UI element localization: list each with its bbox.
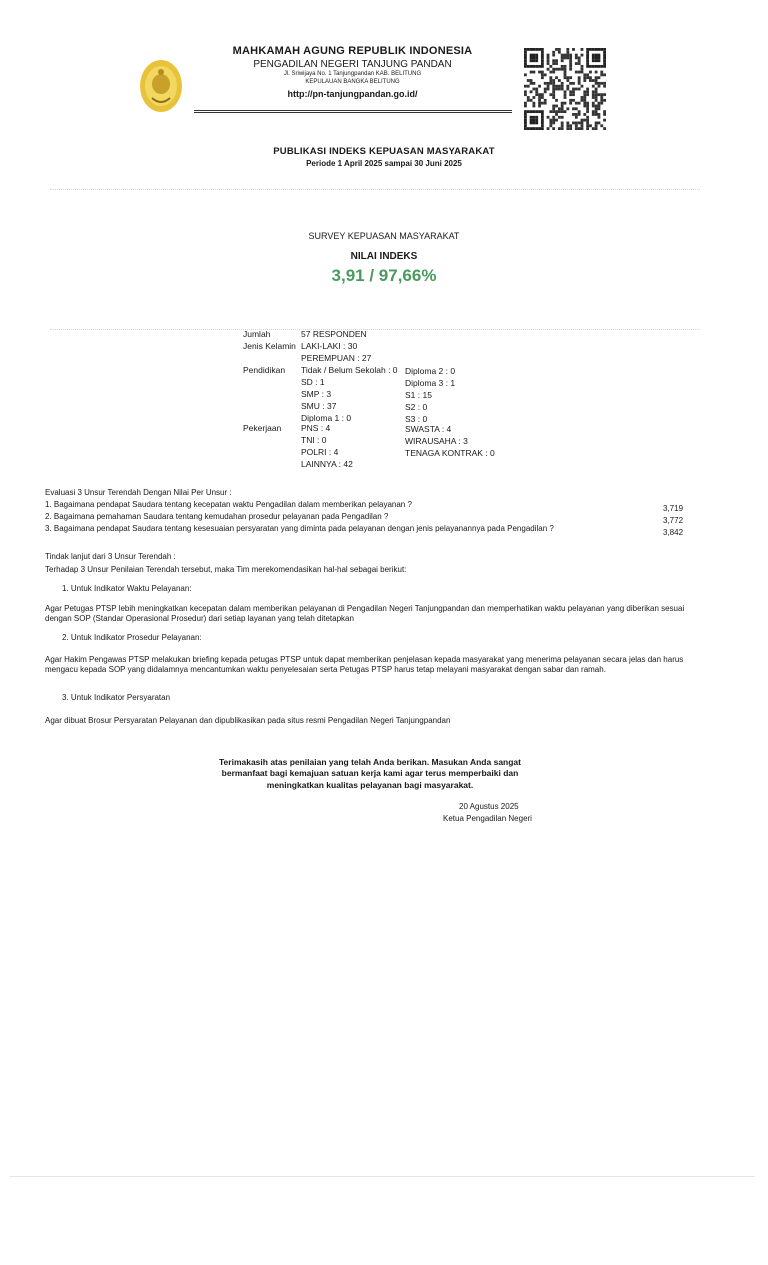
evaluation-score: 3,719 xyxy=(663,504,684,513)
education-item: Diploma 1 : 0 xyxy=(301,413,352,423)
followup-section-title: 2. Untuk Indikator Prosedur Pelayanan: xyxy=(62,633,202,642)
followup-heading: Tindak lanjut dari 3 Unsur Terendah : xyxy=(45,552,176,561)
evaluation-score: 3,772 xyxy=(663,516,684,525)
followup-section-title: 1. Untuk Indikator Waktu Pelayanan: xyxy=(62,584,192,593)
education-item: S3 : 0 xyxy=(405,414,428,424)
job-item: LAINNYA : 42 xyxy=(301,459,353,469)
publication-period: Periode 1 April 2025 sampai 30 Juni 2025 xyxy=(306,159,462,168)
evaluation-score: 3,842 xyxy=(663,528,684,537)
signer-title: Ketua Pengadilan Negeri xyxy=(443,814,532,823)
job-item: WIRAUSAHA : 3 xyxy=(405,436,468,446)
gender-female: PEREMPUAN : 27 xyxy=(301,353,372,363)
survey-label: SURVEY KEPUASAN MASYARAKAT xyxy=(308,231,460,241)
court-emblem-logo xyxy=(138,58,184,114)
qr-code-icon xyxy=(524,48,606,130)
education-item: SD : 1 xyxy=(301,377,325,387)
jumlah-value: 57 RESPONDEN xyxy=(301,329,367,339)
court-name-line2: PENGADILAN NEGERI TANJUNG PANDAN xyxy=(253,59,452,70)
education-item: Diploma 3 : 1 xyxy=(405,378,456,388)
job-item: PNS : 4 xyxy=(301,423,331,433)
court-address-line2: KEPULAUAN BANGKA BELITUNG xyxy=(305,79,400,85)
section-divider xyxy=(50,329,700,330)
education-item: SMU : 37 xyxy=(301,401,337,411)
education-item: Tidak / Belum Sekolah : 0 xyxy=(301,365,398,375)
job-item: SWASTA : 4 xyxy=(405,424,452,434)
gender-label: Jenis Kelamin xyxy=(243,341,296,351)
evaluation-item: 3. Bagaimana pendapat Saudara tentang kesesuaian persyaratan yang diminta pada pelayanan dengan jenis pelayanannya pada Pengadilan ? xyxy=(45,524,554,533)
education-item: Diploma 2 : 0 xyxy=(405,366,456,376)
followup-section-body: Agar dibuat Brosur Persyaratan Pelayanan dan dipublikasikan pada situs resmi Pengadilan Negeri Tanjungpandan xyxy=(45,716,451,725)
education-item: S2 : 0 xyxy=(405,402,428,412)
publication-title: PUBLIKASI INDEKS KEPUASAN MASYARAKAT xyxy=(273,146,495,157)
followup-section-body: Agar Hakim Pengawas PTSP melakukan briefing kepada petugas PTSP untuk dapat memberikan penjelasan kepada masyarakat yang menerima pelayanan secara jelas dan harus mengacu kepada SOP yang didalamnya mencantumkan waktu penyelesaian serta Petugas PTSP harus tetap melayani masyarakat dengan sabar dan ramah. xyxy=(45,655,684,674)
evaluation-item: 2. Bagaimana pemahaman Saudara tentang kemudahan prosedur pelayanan pada Pengadilan ? xyxy=(45,512,389,521)
header-divider xyxy=(194,110,512,113)
page-bottom-divider xyxy=(10,1176,755,1177)
evaluation-heading: Evaluasi 3 Unsur Terendah Dengan Nilai Per Unsur : xyxy=(45,488,232,497)
job-item: TNI : 0 xyxy=(301,435,327,445)
evaluation-item: 1. Bagaimana pendapat Saudara tentang kecepatan waktu Pengadilan dalam memberikan pelayanan ? xyxy=(45,500,412,509)
job-label: Pekerjaan xyxy=(243,423,282,433)
job-item: POLRI : 4 xyxy=(301,447,339,457)
signature-date: 20 Agustus 2025 xyxy=(459,802,519,811)
followup-section-title: 3. Untuk Indikator Persyaratan xyxy=(62,693,171,702)
index-label: NILAI INDEKS xyxy=(350,251,418,262)
education-label: Pendidikan xyxy=(243,365,286,375)
education-item: SMP : 3 xyxy=(301,389,332,399)
index-value: 3,91 / 97,66% xyxy=(331,266,437,285)
court-address-line1: Jl. Sriwijaya No. 1 Tanjungpandan KAB. BELITUNG xyxy=(283,71,422,77)
followup-intro: Terhadap 3 Unsur Penilaian Terendah tersebut, maka Tim merekomendasikan hal-hal sebagai berikut: xyxy=(45,565,407,574)
jumlah-label: Jumlah xyxy=(243,329,271,339)
job-item: TENAGA KONTRAK : 0 xyxy=(405,448,495,458)
gender-male: LAKI-LAKI : 30 xyxy=(301,341,358,351)
thank-you-note: Terimakasih atas penilaian yang telah Anda berikan. Masukan Anda sangat bermanfaat bagi kemajuan satuan kerja kami agar terus memperbaiki dan meningkatkan kualitas pelayanan bagi masyarakat. xyxy=(218,757,521,790)
court-website: http://pn-tanjungpandan.go.id/ xyxy=(287,89,418,99)
education-item: S1 : 15 xyxy=(405,390,432,400)
court-name-line1: MAHKAMAH AGUNG REPUBLIK INDONESIA xyxy=(232,45,473,57)
section-divider xyxy=(50,189,700,190)
followup-section-body: Agar Petugas PTSP lebih meningkatkan kecepatan dalam memberikan pelayanan di Pengadilan Negeri Tanjungpandan dan memperhatikan waktu pelayanan yang diberikan sesuai dengan SOP (Standar Operasional Prosedur) dari setiap layanan yang telah ditetapkan xyxy=(45,604,685,623)
